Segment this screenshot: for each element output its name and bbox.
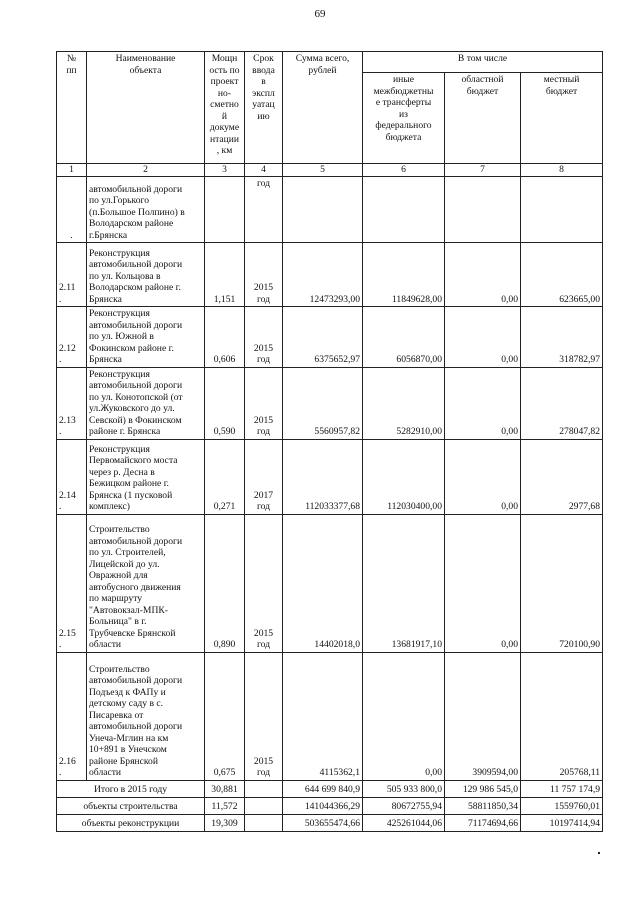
col-number: 8 [521, 164, 603, 177]
table-row [57, 177, 603, 243]
header-in-total [363, 52, 603, 73]
object-name: Реконструкция автомобильной дороги по ул. Кольцова в Володарском районе г. Брянска [87, 243, 205, 307]
object-name: автомобильной дороги по ул.Горького (п.Большое Полпино) в Володарском районе г.Брянска [87, 177, 205, 243]
federal-sum: 0,00 [363, 652, 445, 780]
commission-year: 2017 год [245, 439, 283, 514]
length-value: 1,151 [205, 243, 245, 307]
total-length: 30,881 [205, 780, 245, 797]
commission-year: 2015 год [245, 514, 283, 652]
row-number: 2.15 . [57, 514, 87, 652]
total-row [57, 780, 603, 797]
object-name: Реконструкция Первомайского моста через р. Десна в Бежицком районе г. Брянска (1 пусковой комплекс) [87, 439, 205, 514]
federal-sum: 6056870,00 [363, 307, 445, 368]
federal-sum [363, 177, 445, 243]
col-number: 3 [205, 164, 245, 177]
total-year-empty [245, 797, 283, 814]
commission-year: 2015 год [245, 367, 283, 439]
header-in-total-text: В том числе [457, 53, 508, 64]
header-length [205, 52, 245, 164]
header-federal-text: иные межбюджетны е трансферты из федерального бюджета [373, 74, 434, 143]
federal-sum: 5282910,00 [363, 367, 445, 439]
commission-year: 2015 год [245, 307, 283, 368]
object-name: Строительство автомобильной дороги по ул. Строителей, Лицейской до ул. Овражной для автобусного движения по маршруту "Автовокзал-МПК- Больница" в г. Трубчевске Брянской области [87, 514, 205, 652]
header-commission-year [245, 52, 283, 164]
local-sum: 720100,90 [521, 514, 603, 652]
header-number-text: № пп [66, 53, 77, 76]
total-sum: 141044366,29 [283, 797, 363, 814]
commission-year: 2015 год [245, 243, 283, 307]
length-value: 0,590 [205, 367, 245, 439]
local-sum: 205768,11 [521, 652, 603, 780]
regional-sum: 129 986 545,0 [445, 780, 521, 797]
row-number: . [57, 177, 87, 243]
federal-sum: 80672755,94 [363, 797, 445, 814]
length-value: 0,675 [205, 652, 245, 780]
length-value: 0,890 [205, 514, 245, 652]
length-value: 0,271 [205, 439, 245, 514]
total-sum: 112033377,68 [283, 439, 363, 514]
header-number [57, 52, 87, 164]
federal-sum: 505 933 800,0 [363, 780, 445, 797]
total-year-empty [245, 814, 283, 831]
local-sum: 10197414,94 [521, 814, 603, 831]
scan-speck [598, 852, 600, 854]
budget-table [56, 51, 603, 832]
regional-sum: 0,00 [445, 514, 521, 652]
col-number: 1 [57, 164, 87, 177]
total-sum: 12473293,00 [283, 243, 363, 307]
local-sum: 623665,00 [521, 243, 603, 307]
row-number: 2.16 . [57, 652, 87, 780]
federal-sum: 112030400,00 [363, 439, 445, 514]
regional-sum: 0,00 [445, 307, 521, 368]
total-sum: 644 699 840,9 [283, 780, 363, 797]
total-label: объекты строительства [57, 797, 205, 814]
total-label: Итого в 2015 году [57, 780, 205, 797]
total-label: объекты реконструкции [57, 814, 205, 831]
regional-sum: 0,00 [445, 243, 521, 307]
row-number: 2.14 . [57, 439, 87, 514]
federal-sum: 13681917,10 [363, 514, 445, 652]
col-number: 5 [283, 164, 363, 177]
table-row [57, 243, 603, 307]
length-value: 0,606 [205, 307, 245, 368]
regional-sum [445, 177, 521, 243]
length-value [205, 177, 245, 243]
total-sum: 4115362,1 [283, 652, 363, 780]
commission-year: 2015 год [245, 652, 283, 780]
col-number: 4 [245, 164, 283, 177]
header-regional-text: областной бюджет [461, 74, 504, 97]
table-row [57, 652, 603, 780]
local-sum: 1559760,01 [521, 797, 603, 814]
col-number: 6 [363, 164, 445, 177]
row-number: 2.13 . [57, 367, 87, 439]
row-number: 2.11 . [57, 243, 87, 307]
total-length: 11,572 [205, 797, 245, 814]
total-sum: 503655474,66 [283, 814, 363, 831]
regional-sum: 0,00 [445, 439, 521, 514]
local-sum: 278047,82 [521, 367, 603, 439]
local-sum: 2977,68 [521, 439, 603, 514]
header-object-name [87, 52, 205, 164]
local-sum [521, 177, 603, 243]
header-object-name-text: Наименование объекта [115, 53, 176, 76]
federal-sum: 425261044,06 [363, 814, 445, 831]
total-sum: 5560957,82 [283, 367, 363, 439]
header-length-text: Мощн ость по проект но- сметно й докуме нтации , км [209, 53, 240, 156]
total-sum: 6375652,97 [283, 307, 363, 368]
object-name: Реконструкция автомобильной дороги по ул. Конотопской (от ул.Жуковского до ул. Севской) в Фокинском районе г. Брянска [87, 367, 205, 439]
header-local [521, 73, 603, 164]
col-number: 2 [87, 164, 205, 177]
total-length: 19,309 [205, 814, 245, 831]
regional-sum: 3909594,00 [445, 652, 521, 780]
object-name: Строительство автомобильной дороги Подъезд к ФАПу и детскому саду в с. Писаревка от автомобильной дороги Унеча-Мглин на км 10+891 в Унечском районе Брянской области [87, 652, 205, 780]
column-number-row [57, 164, 603, 177]
total-year-empty [245, 780, 283, 797]
regional-sum: 0,00 [445, 367, 521, 439]
header-regional [445, 73, 521, 164]
page-number: 69 [314, 8, 326, 20]
total-sum [283, 177, 363, 243]
commission-year: год [245, 177, 283, 243]
local-sum: 318782,97 [521, 307, 603, 368]
header-total-sum [283, 52, 363, 164]
table-row [57, 439, 603, 514]
header-local-text: местный бюджет [543, 74, 580, 97]
table-row [57, 307, 603, 368]
col-number: 7 [445, 164, 521, 177]
header-total-sum-text: Сумма всего, рублей [295, 53, 350, 76]
regional-sum: 71174694,66 [445, 814, 521, 831]
total-row [57, 797, 603, 814]
row-number: 2.12 . [57, 307, 87, 368]
total-sum: 14402018,0 [283, 514, 363, 652]
object-name: Реконструкция автомобильной дороги по ул. Южной в Фокинском районе г. Брянска [87, 307, 205, 368]
federal-sum: 11849628,00 [363, 243, 445, 307]
header-federal [363, 73, 445, 164]
table-row [57, 367, 603, 439]
header-commission-year-text: Срок ввода в экспл уатац ию [252, 53, 275, 122]
total-row [57, 814, 603, 831]
local-sum: 11 757 174,9 [521, 780, 603, 797]
regional-sum: 58811850,34 [445, 797, 521, 814]
table-row [57, 514, 603, 652]
